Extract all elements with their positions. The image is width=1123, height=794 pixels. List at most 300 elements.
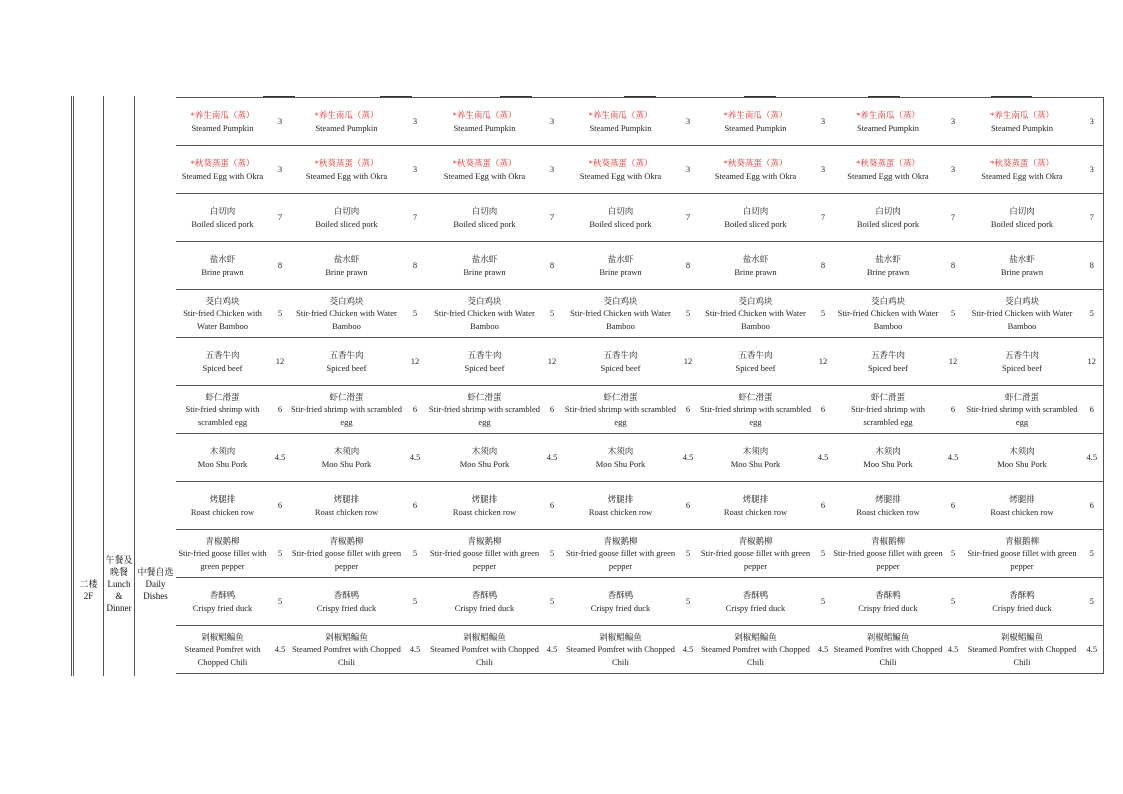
dish-name-en: Spiced beef [464, 362, 505, 373]
dish-name-cn: 虾仁滑蛋 [1004, 391, 1039, 402]
dish-cell [833, 626, 943, 674]
dish-name-en: Brine prawn [325, 266, 368, 277]
dish-name-cn: 剁椒鲳鳊鱼 [734, 631, 777, 642]
dish-name-en: Steamed Pumpkin [724, 122, 787, 133]
dish-name-en: Steamed Egg with Okra [305, 170, 388, 181]
dish-cell [291, 242, 402, 290]
dish-cell [291, 338, 402, 386]
dish-cell [428, 338, 541, 386]
dish-name-en: Steamed Pumpkin [589, 122, 652, 133]
dish-name-en: Roast chicken row [856, 506, 920, 517]
dish-name-en: Spiced beef [868, 362, 908, 373]
dish-name-en: Steamed Pomfret with Chopped Chili [430, 644, 539, 667]
dish-cell [291, 146, 402, 194]
dish-name-cn: 香酥鸭 [209, 590, 236, 600]
dish-row [176, 242, 1103, 290]
dish-cell [833, 98, 943, 146]
dish-name-cn: 香酥鸭 [607, 590, 634, 600]
dish-name-en: Spiced beef [202, 362, 243, 373]
dish-cell [698, 98, 813, 146]
dish-name-en: Spiced beef [326, 362, 367, 373]
dish-name-en: Stir-fried shrimp with scrambled egg [564, 404, 676, 427]
dish-cell [563, 434, 678, 482]
dish-cell [176, 290, 269, 338]
dish-cell [963, 626, 1081, 674]
dish-price: 8 [269, 242, 291, 290]
dish-price: 5 [402, 290, 428, 338]
dish-name-en: Brine prawn [1000, 266, 1044, 277]
dish-name-cn: 烤腿排 [742, 494, 769, 504]
dish-name-cn: 茭白鸡块 [205, 295, 240, 306]
dish-row [176, 578, 1103, 626]
dish-cell [428, 434, 541, 482]
dish-cell [176, 194, 269, 242]
dish-cell [291, 290, 402, 338]
dish-price: 7 [1081, 194, 1103, 242]
dish-name-cn: 盐水虾 [607, 254, 634, 264]
dish-name-en: Stir-fried Chicken with Water Bamboo [971, 308, 1073, 331]
dish-name-cn: 盐水虾 [1009, 254, 1035, 264]
dish-name-cn: 盐水虾 [742, 254, 769, 264]
daily-dishes-table [176, 97, 1104, 674]
dish-name-cn: 白切肉 [1009, 206, 1035, 216]
dish-name-en: Stir-fried goose fillet with green pepper [700, 548, 811, 571]
dish-name-cn: 剁椒鲳鳊鱼 [1000, 631, 1044, 642]
dish-name-cn: *养生南瓜（蒸） [452, 110, 517, 120]
dish-name-cn: 茭白鸡块 [870, 295, 905, 306]
dish-row [176, 626, 1103, 674]
dish-name-cn: 香酥鸭 [875, 590, 901, 600]
dish-name-en: Stir-fried Chicken with Water Bamboo [837, 308, 939, 331]
dish-price: 4.5 [1081, 626, 1103, 674]
dish-cell [698, 626, 813, 674]
dish-cell [428, 290, 541, 338]
dish-name-cn: 青椒鹅柳 [738, 535, 773, 546]
dish-name-cn: 白切肉 [607, 206, 634, 216]
dish-name-en: Moo Shu Pork [459, 458, 510, 469]
dish-name-cn: 盐水虾 [209, 254, 236, 264]
floor-label-en: 2F [83, 591, 94, 601]
dish-name-en: Brine prawn [734, 266, 777, 277]
dish-price: 5 [943, 578, 963, 626]
dish-name-cn: 五香牛肉 [603, 350, 638, 360]
dish-name-cn: 虾仁滑蛋 [467, 391, 502, 402]
dish-name-cn: 白切肉 [875, 206, 901, 216]
dish-cell [176, 338, 269, 386]
floor-label-cn: 二楼 [79, 579, 98, 589]
dish-name-cn: 虾仁滑蛋 [603, 391, 638, 402]
dish-price: 6 [813, 482, 833, 530]
dish-price: 6 [943, 482, 963, 530]
dish-cell [176, 242, 269, 290]
dish-price: 12 [678, 338, 698, 386]
dish-cell [698, 578, 813, 626]
dish-name-en: Stir-fried goose fillet with green pepper [967, 548, 1077, 571]
dish-cell [833, 146, 943, 194]
dish-name-en: Steamed Egg with Okra [847, 170, 929, 181]
dish-price: 8 [678, 242, 698, 290]
dish-cell [291, 434, 402, 482]
dish-name-en: Moo Shu Pork [997, 458, 1047, 469]
dish-cell [963, 98, 1081, 146]
dish-price: 3 [269, 98, 291, 146]
dish-name-cn: 虾仁滑蛋 [205, 391, 240, 402]
dish-name-en: Boiled sliced pork [724, 218, 787, 229]
dish-name-cn: 香酥鸭 [333, 590, 360, 600]
dish-name-en: Stir-fried goose fillet with green pepper [291, 548, 402, 571]
dish-name-en: Brine prawn [463, 266, 506, 277]
dish-cell [963, 434, 1081, 482]
dish-name-en: Roast chicken row [588, 506, 653, 517]
dish-cell [563, 146, 678, 194]
dish-row [176, 434, 1103, 482]
dish-price: 8 [541, 242, 563, 290]
meal-label-en-2: & [115, 591, 123, 601]
dish-name-cn: 木须肉 [742, 446, 769, 456]
dish-price: 4.5 [813, 626, 833, 674]
dish-cell [291, 194, 402, 242]
dish-price: 5 [402, 530, 428, 578]
dish-cell [698, 146, 813, 194]
dish-price: 3 [943, 98, 963, 146]
dish-cell [833, 290, 943, 338]
dish-name-en: Stir-fried Chicken with Water Bamboo [183, 308, 262, 331]
dish-name-en: Stir-fried Chicken with Water Bamboo [705, 308, 806, 331]
dish-price: 5 [541, 530, 563, 578]
dish-price: 5 [678, 290, 698, 338]
dish-name-cn: *养生南瓜（蒸） [588, 110, 653, 120]
dish-price: 4.5 [943, 626, 963, 674]
dish-name-en: Moo Shu Pork [863, 458, 913, 469]
dish-price: 7 [943, 194, 963, 242]
dish-name-en: Stir-fried shrimp with scrambled egg [699, 404, 811, 427]
dish-name-cn: 虾仁滑蛋 [738, 391, 773, 402]
dish-cell [563, 386, 678, 434]
dish-name-cn: 五香牛肉 [738, 350, 773, 360]
dish-name-cn: 青椒鹅柳 [603, 535, 638, 546]
dish-cell [563, 290, 678, 338]
dish-name-en: Moo Shu Pork [595, 458, 646, 469]
dish-cell [563, 242, 678, 290]
dish-cell [833, 194, 943, 242]
dish-cell [291, 626, 402, 674]
dish-name-en: Steamed Pomfret with Chopped Chili [184, 644, 261, 667]
dish-cell [176, 626, 269, 674]
dish-cell [833, 338, 943, 386]
dish-cell [563, 98, 678, 146]
dish-price: 6 [943, 386, 963, 434]
dish-name-en: Stir-fried goose fillet with green pepper [429, 548, 540, 571]
dish-name-en: Boiled sliced pork [453, 218, 516, 229]
dish-name-cn: 白切肉 [471, 206, 498, 216]
dish-name-cn: 木须肉 [209, 446, 236, 456]
dish-name-en: Stir-fried shrimp with scrambled egg [851, 404, 925, 427]
dish-name-en: Steamed Egg with Okra [181, 170, 264, 181]
dish-price: 5 [813, 530, 833, 578]
dish-name-en: Crispy fried duck [454, 602, 515, 613]
dish-price: 3 [1081, 98, 1103, 146]
dish-price: 4.5 [678, 626, 698, 674]
dish-price: 3 [813, 146, 833, 194]
dish-price: 7 [678, 194, 698, 242]
dish-price: 3 [678, 146, 698, 194]
dish-price: 3 [1081, 146, 1103, 194]
dish-cell [563, 338, 678, 386]
dish-name-cn: 青椒鹅柳 [205, 535, 240, 546]
dish-name-en: Crispy fried duck [725, 602, 786, 613]
dish-name-en: Brine prawn [599, 266, 642, 277]
dish-price: 5 [1081, 290, 1103, 338]
dish-cell [833, 242, 943, 290]
dish-name-en: Boiled sliced pork [856, 218, 920, 229]
dish-name-cn: 白切肉 [209, 206, 236, 216]
dish-name-cn: 盐水虾 [471, 254, 498, 264]
dish-price: 6 [269, 482, 291, 530]
dish-name-en: Roast chicken row [314, 506, 379, 517]
dish-price: 5 [678, 530, 698, 578]
dish-name-cn: 青椒鹅柳 [1004, 535, 1039, 546]
dish-cell [428, 242, 541, 290]
dish-cell [963, 578, 1081, 626]
dish-name-en: Crispy fried duck [992, 602, 1052, 613]
dish-row [176, 386, 1103, 434]
dish-cell [428, 530, 541, 578]
dish-cell [428, 482, 541, 530]
dish-name-en: Steamed Pumpkin [191, 122, 254, 133]
meal-label-en-3: Dinner [106, 603, 132, 613]
dish-price: 8 [813, 242, 833, 290]
dish-price: 7 [269, 194, 291, 242]
dish-price: 5 [1081, 530, 1103, 578]
dish-row [176, 98, 1103, 146]
dish-name-cn: 茭白鸡块 [738, 295, 773, 306]
dish-name-en: Steamed Pomfret with Chopped Chili [292, 644, 401, 667]
dish-price: 5 [1081, 578, 1103, 626]
dish-price: 4.5 [943, 434, 963, 482]
dish-price: 3 [269, 146, 291, 194]
dish-cell [291, 482, 402, 530]
dish-name-en: Steamed Pumpkin [990, 122, 1054, 133]
dish-name-cn: 烤腿排 [209, 494, 236, 504]
category-label [135, 566, 176, 602]
dish-name-en: Stir-fried shrimp with scrambled egg [428, 404, 540, 427]
dish-name-en: Moo Shu Pork [321, 458, 372, 469]
dish-name-cn: 烤腿排 [471, 494, 498, 504]
dish-price: 6 [541, 482, 563, 530]
dish-name-en: Boiled sliced pork [315, 218, 378, 229]
dish-name-cn: 香酥鸭 [1009, 590, 1035, 600]
dish-name-cn: 盐水虾 [875, 254, 901, 264]
dish-name-cn: *养生南瓜（蒸） [190, 110, 255, 120]
dish-cell [428, 194, 541, 242]
dish-name-en: Spiced beef [600, 362, 641, 373]
floor-label [74, 578, 103, 602]
dish-name-cn: 青椒鹅柳 [329, 535, 364, 546]
dish-name-cn: 五香牛肉 [870, 350, 905, 360]
dish-cell [698, 434, 813, 482]
dish-name-cn: 剁椒鲳鳊鱼 [463, 631, 506, 642]
dish-price: 5 [541, 290, 563, 338]
dish-cell [563, 626, 678, 674]
dish-price: 5 [678, 578, 698, 626]
dish-price: 8 [402, 242, 428, 290]
dish-price: 6 [678, 386, 698, 434]
dish-cell [291, 578, 402, 626]
dish-name-en: Steamed Pomfret with Chopped Chili [566, 644, 675, 667]
dish-name-en: Stir-fried Chicken with Water Bamboo [434, 308, 535, 331]
category-label-en-2: Dishes [143, 591, 168, 601]
dish-name-cn: *秋葵蒸蛋（蒸） [856, 158, 920, 168]
dish-name-en: Stir-fried goose fillet with green pepper [833, 548, 943, 571]
dish-cell [291, 530, 402, 578]
dish-cell [833, 578, 943, 626]
dish-price: 3 [541, 98, 563, 146]
dish-cell [563, 530, 678, 578]
dish-cell [963, 386, 1081, 434]
dish-name-en: Roast chicken row [723, 506, 788, 517]
dish-price: 12 [269, 338, 291, 386]
dish-price: 8 [1081, 242, 1103, 290]
dish-name-en: Crispy fried duck [858, 602, 918, 613]
dish-name-en: Roast chicken row [452, 506, 517, 517]
dish-price: 6 [402, 482, 428, 530]
dish-name-cn: 盐水虾 [333, 254, 360, 264]
dish-price: 4.5 [541, 434, 563, 482]
dish-name-cn: 香酥鸭 [742, 590, 769, 600]
dish-name-en: Moo Shu Pork [730, 458, 781, 469]
dish-price: 12 [943, 338, 963, 386]
dish-name-cn: 木须肉 [1009, 446, 1035, 456]
dish-name-en: Steamed Pumpkin [315, 122, 378, 133]
dish-name-cn: *秋葵蒸蛋（蒸） [190, 158, 255, 168]
dish-name-en: Boiled sliced pork [191, 218, 254, 229]
dish-name-en: Stir-fried shrimp with scrambled egg [966, 404, 1078, 427]
dish-name-cn: 木须肉 [607, 446, 634, 456]
dish-cell [963, 242, 1081, 290]
dish-name-en: Steamed Pumpkin [856, 122, 920, 133]
dish-name-cn: 剁椒鲳鳊鱼 [599, 631, 642, 642]
dish-name-en: Steamed Pumpkin [453, 122, 516, 133]
dish-price: 3 [943, 146, 963, 194]
dish-price: 4.5 [269, 626, 291, 674]
dish-name-cn: 木须肉 [471, 446, 498, 456]
dish-name-cn: *秋葵蒸蛋（蒸） [990, 158, 1054, 168]
dish-price: 4.5 [402, 626, 428, 674]
dish-price: 5 [813, 290, 833, 338]
dish-name-cn: *养生南瓜（蒸） [314, 110, 379, 120]
dish-name-cn: 五香牛肉 [467, 350, 502, 360]
dish-cell [963, 338, 1081, 386]
dish-cell [176, 434, 269, 482]
dish-name-cn: *秋葵蒸蛋（蒸） [723, 158, 788, 168]
category-label-en-1: Daily [145, 579, 166, 589]
dish-name-cn: 烤腿排 [875, 494, 901, 504]
dish-name-cn: 剁椒鲳鳊鱼 [201, 631, 244, 642]
dish-price: 3 [402, 98, 428, 146]
dish-row [176, 146, 1103, 194]
dish-name-cn: 香酥鸭 [471, 590, 498, 600]
dish-name-en: Steamed Egg with Okra [443, 170, 526, 181]
dish-price: 7 [541, 194, 563, 242]
dish-cell [428, 578, 541, 626]
dish-name-en: Brine prawn [866, 266, 910, 277]
dish-cell [176, 386, 269, 434]
dish-price: 4.5 [402, 434, 428, 482]
dish-price: 5 [402, 578, 428, 626]
dish-cell [833, 482, 943, 530]
meal-label-cn-2: 晚餐 [109, 567, 128, 577]
dish-name-en: Spiced beef [1002, 362, 1042, 373]
dish-price: 12 [813, 338, 833, 386]
dish-name-cn: 白切肉 [333, 206, 360, 216]
dish-price: 7 [402, 194, 428, 242]
dish-cell [176, 578, 269, 626]
dish-name-cn: 茭白鸡块 [603, 295, 638, 306]
dish-row [176, 194, 1103, 242]
dish-cell [563, 482, 678, 530]
dish-name-cn: *养生南瓜（蒸） [856, 110, 920, 120]
dish-name-en: Roast chicken row [990, 506, 1054, 517]
dish-name-cn: 烤腿排 [1009, 494, 1035, 504]
dish-price: 5 [269, 290, 291, 338]
dish-name-en: Stir-fried Chicken with Water Bamboo [570, 308, 671, 331]
dish-price: 6 [269, 386, 291, 434]
dish-price: 4.5 [541, 626, 563, 674]
dish-name-cn: 剁椒鲳鳊鱼 [866, 631, 910, 642]
dish-name-en: Steamed Pomfret with Chopped Chili [701, 644, 810, 667]
dish-name-cn: 五香牛肉 [205, 350, 240, 360]
dish-price: 6 [813, 386, 833, 434]
dish-name-en: Steamed Egg with Okra [981, 170, 1063, 181]
dish-price: 3 [678, 98, 698, 146]
dish-cell [963, 146, 1081, 194]
dish-name-cn: 五香牛肉 [329, 350, 364, 360]
meal-label [104, 554, 134, 614]
dish-cell [428, 146, 541, 194]
dish-price: 6 [402, 386, 428, 434]
dish-cell [428, 98, 541, 146]
dish-cell [698, 290, 813, 338]
dish-row [176, 290, 1103, 338]
dish-price: 5 [943, 290, 963, 338]
dish-name-cn: 茭白鸡块 [329, 295, 364, 306]
dish-price: 3 [402, 146, 428, 194]
category-label-cn: 中餐自选 [137, 567, 174, 577]
dish-price: 4.5 [1081, 434, 1103, 482]
dish-name-en: Stir-fried goose fillet with green pepper [178, 548, 267, 571]
dish-name-cn: 木须肉 [875, 446, 901, 456]
dish-name-cn: 烤腿排 [607, 494, 634, 504]
dish-name-cn: 茭白鸡块 [1004, 295, 1039, 306]
dish-cell [698, 338, 813, 386]
dish-price: 5 [269, 578, 291, 626]
dish-price: 5 [943, 530, 963, 578]
dish-name-cn: 青椒鹅柳 [467, 535, 502, 546]
dish-cell [833, 434, 943, 482]
dish-name-cn: *秋葵蒸蛋（蒸） [588, 158, 653, 168]
dish-name-cn: *秋葵蒸蛋（蒸） [314, 158, 379, 168]
dish-cell [698, 482, 813, 530]
dish-cell [833, 386, 943, 434]
dish-price: 7 [813, 194, 833, 242]
dish-name-cn: 白切肉 [742, 206, 769, 216]
dish-price: 6 [1081, 482, 1103, 530]
dish-name-cn: 烤腿排 [333, 494, 360, 504]
dish-name-en: Spiced beef [735, 362, 776, 373]
dish-name-en: Stir-fried Chicken with Water Bamboo [296, 308, 397, 331]
dish-name-cn: 青椒鹅柳 [870, 535, 905, 546]
dish-price: 6 [1081, 386, 1103, 434]
